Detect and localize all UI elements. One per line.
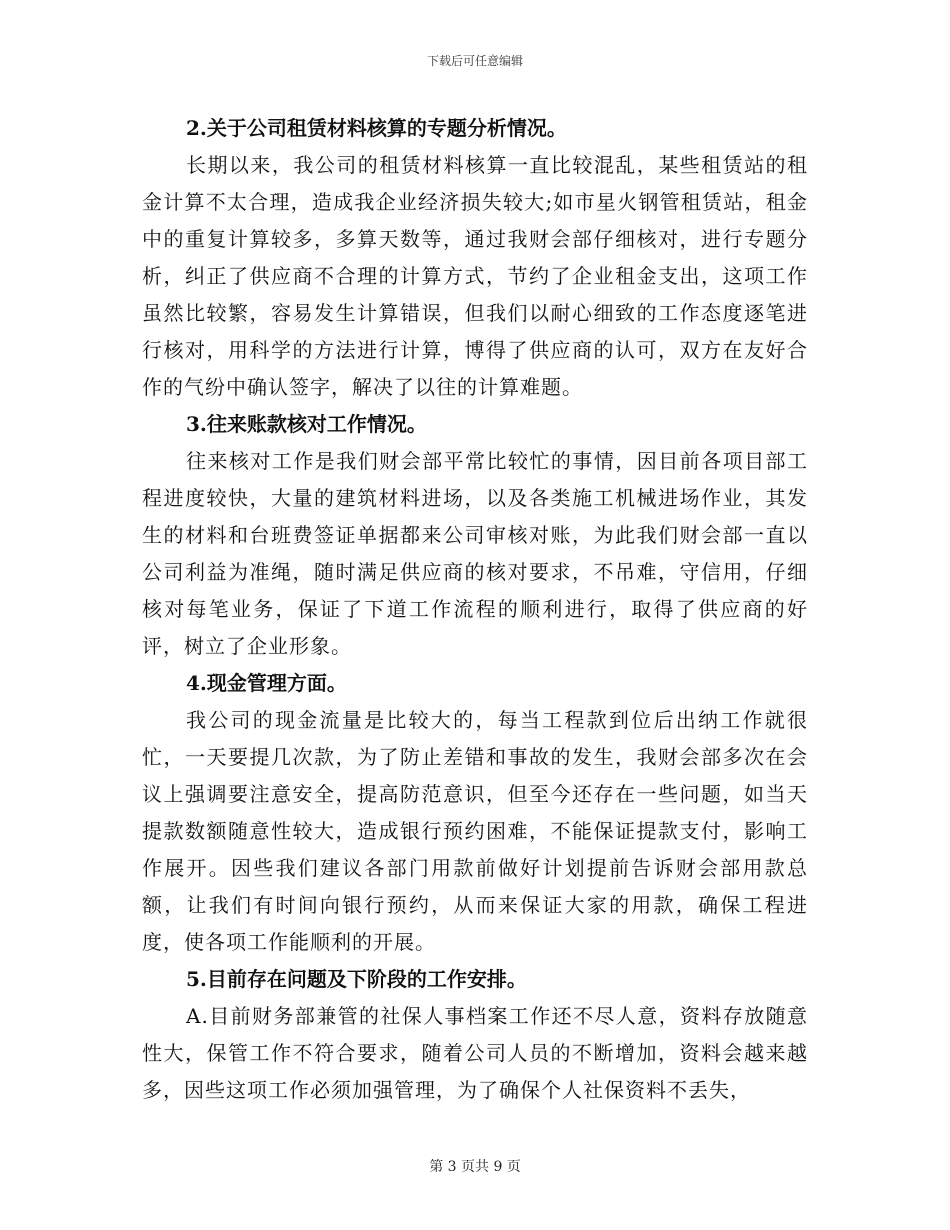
document-body (142, 110, 808, 1109)
section-3 (142, 406, 808, 665)
section-heading: 2.关于公司租赁材料核算的专题分析情况。 (186, 116, 567, 140)
section-heading: 3.往来账款核对工作情况。 (186, 412, 427, 436)
page-number: 第 3 页共 9 页 (429, 1159, 521, 1175)
section-paragraph: A.目前财务部兼管的社保人事档案工作还不尽人意，资料存放随意性大，保管工作不符合要求，随着公司人员的不断增加，资料会越来越多，因些这项工作必须加强管理，为了确保个人社保资料不丢失， (142, 1004, 808, 1102)
section-5 (142, 961, 808, 1109)
section-paragraph: 往来核对工作是我们财会部平常比较忙的事情，因目前各项目部工程进度较快，大量的建筑材料进场，以及各类施工机械进场作业，其发生的材料和台班费签证单据都来公司审核对账，为此我们财会部一直以公司利益为准绳，随时满足供应商的核对要求，不吊难，守信用，仔细核对每笔业务，保证了下道工作流程的顺利进行，取得了供应商的好评，树立了企业形象。 (142, 449, 808, 658)
page-header: 下载后可任意编辑 (426, 54, 523, 68)
section-heading: 5.目前存在问题及下阶段的工作安排。 (186, 967, 527, 991)
section-paragraph: 长期以来，我公司的租赁材料核算一直比较混乱，某些租赁站的租金计算不太合理，造成我企业经济损失较大;如市星火钢管租赁站，租金中的重复计算较多，多算天数等，通过我财会部仔细核对，进行专题分析，纠正了供应商不合理的计算方式，节约了企业租金支出，这项工作虽然比较繁，容易发生计算错误，但我们以耐心细致的工作态度逐笔进行核对，用科学的方法进行计算，博得了供应商的认可，双方在友好合作的气纷中确认签字，解决了以往的计算难题。 (142, 153, 808, 399)
section-4 (142, 665, 808, 961)
section-heading: 4.现金管理方面。 (186, 671, 347, 695)
section-paragraph: 我公司的现金流量是比较大的，每当工程款到位后出纳工作就很忙，一天要提几次款，为了防止差错和事故的发生，我财会部多次在会议上强调要注意安全，提高防范意识，但至今还存在一些问题，如当天提款数额随意性较大，造成银行预约困难，不能保证提款支付，影响工作展开。因些我们建议各部门用款前做好计划提前告诉财会部用款总额，让我们有时间向银行预约，从而来保证大家的用款，确保工程进度，使各项工作能顺利的开展。 (142, 708, 808, 954)
section-2 (142, 110, 808, 406)
